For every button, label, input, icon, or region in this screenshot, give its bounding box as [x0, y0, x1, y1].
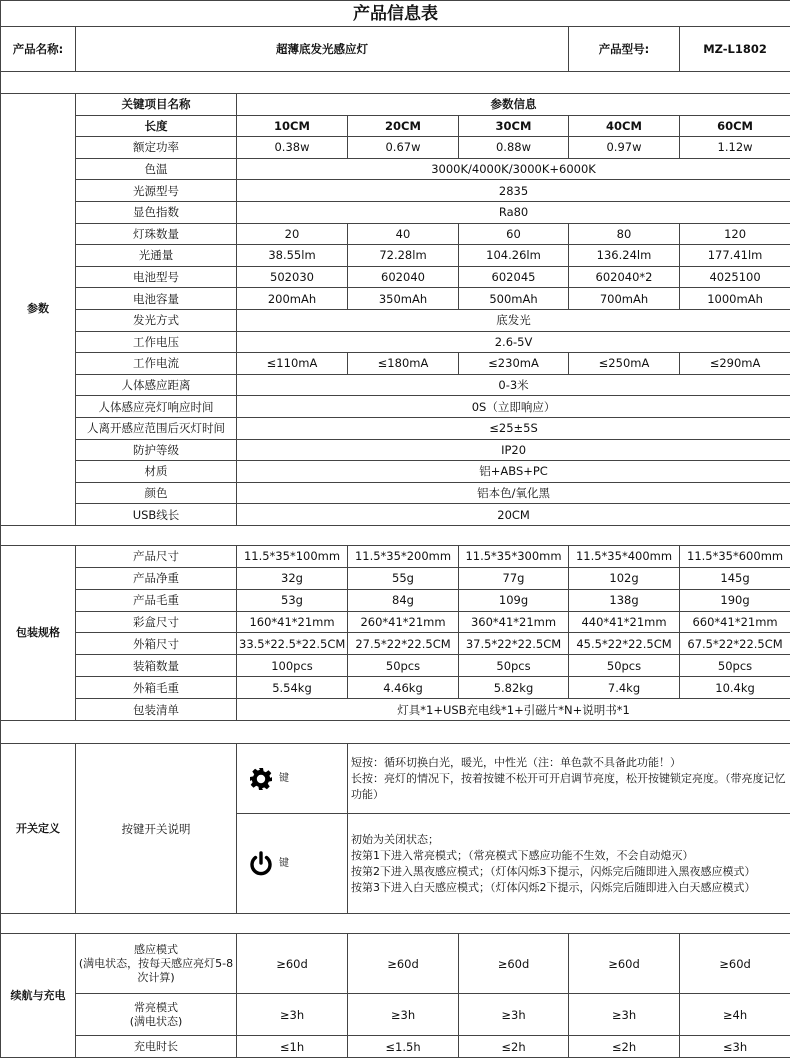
row-value: 4.46kg [348, 677, 459, 699]
row-value: 50pcs [348, 655, 459, 677]
spacer-row [1, 721, 790, 744]
row-value: ≥3h [459, 994, 569, 1036]
table-row [1, 504, 790, 526]
length-header: 20CM [348, 115, 459, 137]
row-value-merged: 0S（立即响应） [237, 396, 790, 418]
row-value-merged: ≤25±5S [237, 417, 790, 439]
row-value: 200mAh [237, 288, 348, 310]
row-value: ≥60d [459, 934, 569, 994]
row-label: 外箱毛重 [76, 677, 237, 699]
row-value: 145g [680, 567, 790, 589]
row-value: 260*41*21mm [348, 611, 459, 633]
row-value: ≥60d [348, 934, 459, 994]
row-value: 10.4kg [680, 677, 790, 699]
spacer-row [1, 525, 790, 545]
row-label: 工作电流 [76, 353, 237, 375]
row-value-merged: 底发光 [237, 309, 790, 331]
row-value: 11.5*35*400mm [569, 545, 680, 567]
length-label: 长度 [76, 115, 237, 137]
row-value: ≤290mA [680, 353, 790, 375]
section-battery-label: 续航与充电 [1, 934, 76, 1058]
row-label: USB线长 [76, 504, 237, 526]
table-row [1, 525, 790, 545]
row-label: 灯珠数量 [76, 223, 237, 245]
row-value: 136.24lm [569, 245, 680, 267]
column-header-key-item: 关键项目名称 [76, 94, 237, 116]
row-value: 84g [348, 589, 459, 611]
row-value: ≤1h [237, 1036, 348, 1058]
row-value: ≤180mA [348, 353, 459, 375]
table-row [1, 1036, 790, 1058]
row-value: 4025100 [680, 266, 790, 288]
row-value: 660*41*21mm [680, 611, 790, 633]
row-value: 102g [569, 567, 680, 589]
table-row [1, 374, 790, 396]
row-value-merged: 灯具*1+USB充电线*1+引磁片*N+说明书*1 [237, 699, 790, 721]
table-row [1, 309, 790, 331]
gear-icon [249, 771, 273, 785]
row-label: 产品尺寸 [76, 545, 237, 567]
table-row [1, 180, 790, 202]
row-value: ≥60d [237, 934, 348, 994]
row-label: 充电时长 [76, 1036, 237, 1058]
row-value: 7.4kg [569, 677, 680, 699]
row-value: 120 [680, 223, 790, 245]
section-switch-label: 开关定义 [1, 744, 76, 914]
row-value: 60 [459, 223, 569, 245]
row-value: ≥60d [680, 934, 790, 994]
table-row [1, 115, 790, 137]
table-row [1, 201, 790, 223]
row-value: 0.88w [459, 137, 569, 159]
row-label: 颜色 [76, 482, 237, 504]
row-value: 0.38w [237, 137, 348, 159]
table-row [1, 482, 790, 504]
row-value: 11.5*35*300mm [459, 545, 569, 567]
row-value: 104.26lm [459, 245, 569, 267]
row-label: 产品净重 [76, 567, 237, 589]
table-row [1, 567, 790, 589]
key-function-description [348, 814, 790, 914]
table-row [1, 461, 790, 483]
length-header: 10CM [237, 115, 348, 137]
row-value: 33.5*22.5*22.5CM [237, 633, 348, 655]
table-row [1, 545, 790, 567]
row-label: 彩盒尺寸 [76, 611, 237, 633]
table-row [1, 744, 790, 814]
row-value: 50pcs [569, 655, 680, 677]
row-value: 77g [459, 567, 569, 589]
row-value: 100pcs [237, 655, 348, 677]
row-value: 11.5*35*100mm [237, 545, 348, 567]
row-value: ≥3h [348, 994, 459, 1036]
key-cell [237, 814, 348, 914]
row-value-merged: 铝本色/氧化黑 [237, 482, 790, 504]
table-row [1, 655, 790, 677]
row-value: 109g [459, 589, 569, 611]
row-label: 人体感应距离 [76, 374, 237, 396]
table-row [1, 94, 790, 116]
row-value: 0.97w [569, 137, 680, 159]
row-label: 电池型号 [76, 266, 237, 288]
row-value: 700mAh [569, 288, 680, 310]
table-row [1, 994, 790, 1036]
product-model-value: MZ-L1802 [680, 27, 790, 72]
row-value: 440*41*21mm [569, 611, 680, 633]
row-value: 1.12w [680, 137, 790, 159]
row-value: 160*41*21mm [237, 611, 348, 633]
row-value: 45.5*22*22.5CM [569, 633, 680, 655]
row-value: ≤250mA [569, 353, 680, 375]
description-line: 按第2下进入黑夜感应模式；（灯体闪烁3下提示，闪烁完后随即进入黑夜感应模式） [351, 864, 756, 878]
row-value: 0.67w [348, 137, 459, 159]
table-row [1, 699, 790, 721]
row-value: 11.5*35*600mm [680, 545, 790, 567]
row-value-merged: 铝+ABS+PC [237, 461, 790, 483]
table-row [1, 633, 790, 655]
table-row [1, 611, 790, 633]
row-value: 602040 [348, 266, 459, 288]
row-label: 额定功率 [76, 137, 237, 159]
row-value: 40 [348, 223, 459, 245]
table-row [1, 331, 790, 353]
key-switch-description-label: 按键开关说明 [76, 744, 237, 914]
table-row [1, 137, 790, 159]
row-label: 发光方式 [76, 309, 237, 331]
description-line: 初始为关闭状态； [351, 832, 439, 846]
row-value: 27.5*22*22.5CM [348, 633, 459, 655]
table-row [1, 396, 790, 418]
column-header-param-info: 参数信息 [237, 94, 790, 116]
row-label: 电池容量 [76, 288, 237, 310]
table-row [1, 353, 790, 375]
row-label: 装箱数量 [76, 655, 237, 677]
table-row [1, 589, 790, 611]
row-label: 色温 [76, 158, 237, 180]
row-label: 材质 [76, 461, 237, 483]
description-line: 按第3下进入白天感应模式；（灯体闪烁2下提示，闪烁完后随即进入白天感应模式） [351, 880, 756, 894]
length-header: 60CM [680, 115, 790, 137]
row-label: 人离开感应范围后灭灯时间 [76, 417, 237, 439]
row-value: 37.5*22*22.5CM [459, 633, 569, 655]
row-value: ≥3h [237, 994, 348, 1036]
row-value: 53g [237, 589, 348, 611]
row-value: ≥4h [680, 994, 790, 1036]
row-value: ≤230mA [459, 353, 569, 375]
key-cell [237, 744, 348, 814]
row-value: ≥60d [569, 934, 680, 994]
row-value-merged: 2.6-5V [237, 331, 790, 353]
row-value: ≤110mA [237, 353, 348, 375]
row-value: 50pcs [680, 655, 790, 677]
key-function-description [348, 744, 790, 814]
row-value: 20 [237, 223, 348, 245]
row-value: 500mAh [459, 288, 569, 310]
row-label: 工作电压 [76, 331, 237, 353]
row-value: 5.82kg [459, 677, 569, 699]
row-label: 光源型号 [76, 180, 237, 202]
key-label: 键 [279, 772, 289, 784]
row-value: 602040*2 [569, 266, 680, 288]
row-label: 感应模式 (满电状态，按每天感应亮灯5-8次计算) [76, 934, 237, 994]
row-value: 360*41*21mm [459, 611, 569, 633]
row-value: 350mAh [348, 288, 459, 310]
row-label: 人体感应亮灯响应时间 [76, 396, 237, 418]
row-value: 5.54kg [237, 677, 348, 699]
description-line: 按第1下进入常亮模式；（常亮模式下感应功能不生效，不会自动熄灭） [351, 848, 694, 862]
page-title: 产品信息表 [1, 1, 790, 27]
row-value: 138g [569, 589, 680, 611]
table-row [1, 158, 790, 180]
key-label: 键 [279, 857, 289, 869]
table-row [1, 677, 790, 699]
row-value: ≤2h [459, 1036, 569, 1058]
table-row [1, 245, 790, 267]
row-value: 38.55lm [237, 245, 348, 267]
row-value: 177.41lm [680, 245, 790, 267]
row-label: 显色指数 [76, 201, 237, 223]
row-value-merged: Ra80 [237, 201, 790, 223]
length-header: 40CM [569, 115, 680, 137]
table-row [1, 439, 790, 461]
description-line: 短按：循环切换白光，暖光，中性光（注：单色款不具备此功能！） [351, 755, 681, 769]
row-value: 602045 [459, 266, 569, 288]
row-label: 产品毛重 [76, 589, 237, 611]
row-value: ≥3h [569, 994, 680, 1036]
table-row [1, 914, 790, 934]
row-value: 50pcs [459, 655, 569, 677]
row-value: 11.5*35*200mm [348, 545, 459, 567]
spacer-row [1, 914, 790, 934]
row-label: 常亮模式 (满电状态) [76, 994, 237, 1036]
row-value-merged: IP20 [237, 439, 790, 461]
section-params-label: 参数 [1, 94, 76, 526]
row-value: ≤2h [569, 1036, 680, 1058]
row-value: 190g [680, 589, 790, 611]
spacer-row [1, 72, 790, 94]
row-value-merged: 3000K/4000K/3000K+6000K [237, 158, 790, 180]
row-value: 72.28lm [348, 245, 459, 267]
product-model-label: 产品型号: [569, 27, 680, 72]
power-icon [249, 856, 273, 870]
row-value: ≤3h [680, 1036, 790, 1058]
row-value: 67.5*22*22.5CM [680, 633, 790, 655]
product-name-label: 产品名称: [1, 27, 76, 72]
table-row [1, 934, 790, 994]
row-value: 502030 [237, 266, 348, 288]
row-value: ≤1.5h [348, 1036, 459, 1058]
row-value: 1000mAh [680, 288, 790, 310]
row-label: 光通量 [76, 245, 237, 267]
row-label: 防护等级 [76, 439, 237, 461]
row-value-merged: 2835 [237, 180, 790, 202]
table-row [1, 223, 790, 245]
table-row [1, 288, 790, 310]
row-value: 80 [569, 223, 680, 245]
row-value-merged: 20CM [237, 504, 790, 526]
row-value: 32g [237, 567, 348, 589]
table-row [1, 721, 790, 744]
description-line: 长按：亮灯的情况下，按着按键不松开可开启调节亮度，松开按键锁定亮度。（带亮度记忆功能） [351, 771, 786, 801]
row-value: 55g [348, 567, 459, 589]
product-name-value: 超薄底发光感应灯 [76, 27, 569, 72]
table-row [1, 266, 790, 288]
table-row [1, 417, 790, 439]
row-label: 外箱尺寸 [76, 633, 237, 655]
section-packaging-label: 包装规格 [1, 545, 76, 720]
row-value-merged: 0-3米 [237, 374, 790, 396]
row-label: 包装清单 [76, 699, 237, 721]
length-header: 30CM [459, 115, 569, 137]
